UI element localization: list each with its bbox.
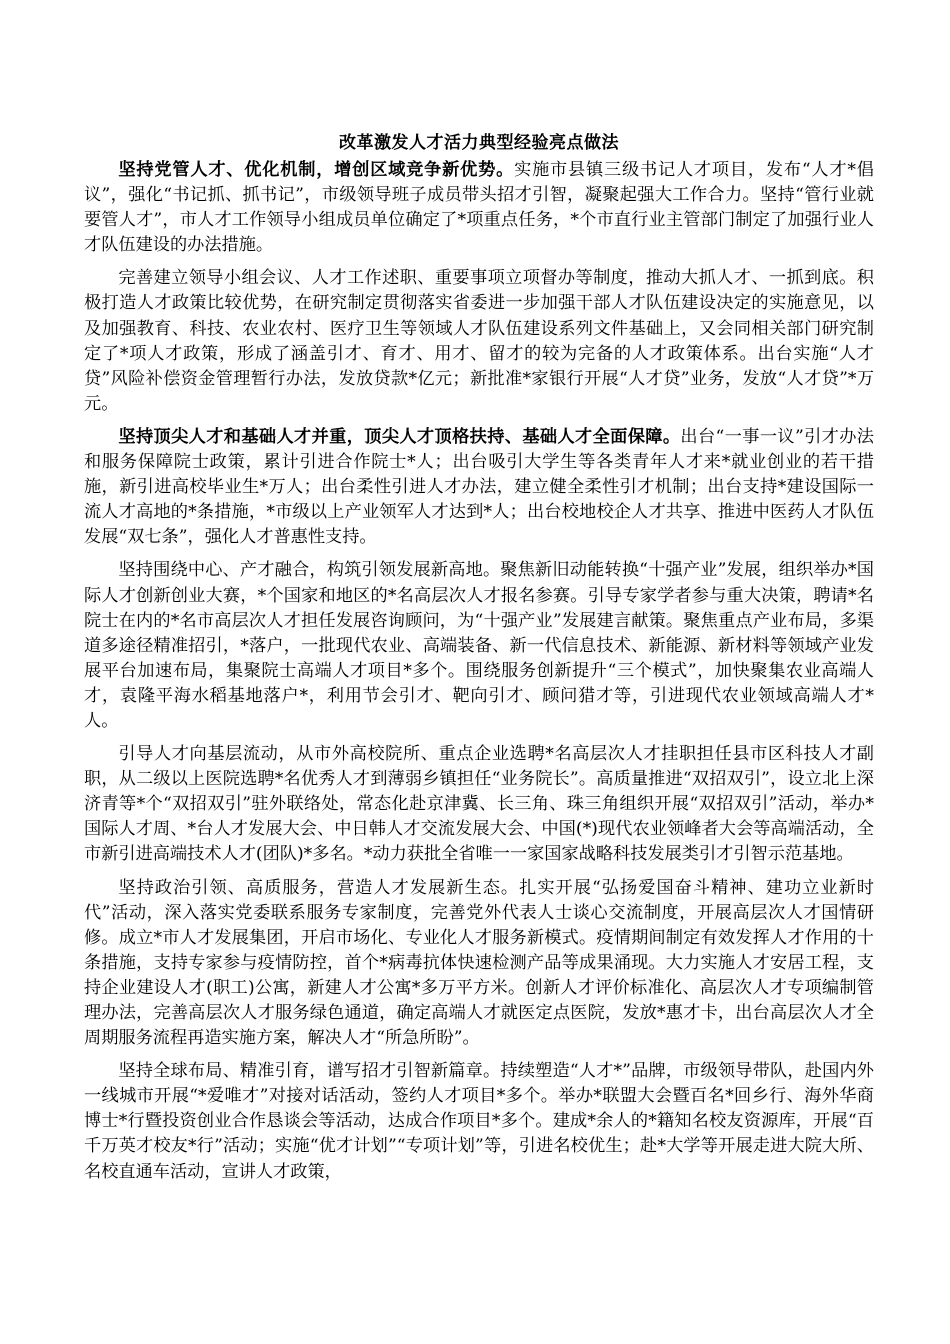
paragraph-1 — [84, 158, 874, 258]
paragraph-2 — [84, 266, 874, 417]
paragraph-lead: 坚持党管人才、优化机制，增创区域竞争新优势。 — [118, 160, 515, 180]
paragraph-text: 坚持政治引领、高质服务，营造人才发展新生态。扎实开展“弘扬爱国奋斗精神、建功立业新时代”活动，深入落实党委联系服务专家制度，完善党外代表人士谈心交流制度，开展高层次人才国情研修。成立*市人才发展集团，开启市场化、专业化人才服务新模式。疫情期间制定有效发挥人才作用的十条措施，支持专家参与疫情防控，首个*病毒抗体快速检测产品等成果涌现。大力实施人才安居工程，支持企业建设人才(职工)公寓，新建人才公寓*多万平方米。创新人才评价标准化、高层次人才专项编制管理办法，完善高层次人才服务绿色通道，确定高端人才就医定点医院，发放*惠才卡，出台高层次人才全周期服务流程再造实施方案，解决人才“所急所盼”。 — [84, 877, 874, 1049]
paragraph-4 — [84, 558, 874, 734]
paragraph-3 — [84, 425, 874, 550]
paragraph-text: 完善建立领导小组会议、人才工作述职、重要事项立项督办等制度，推动大抓人才、一抓到底。积极打造人才政策比较优势，在研究制定贯彻落实省委进一步加强干部人才队伍建设决定的实施意见，以及加强教育、科技、农业农村、医疗卫生等领域人才队伍建设系列文件基础上，又会同相关部门研究制定了*项人才政策，形成了涵盖引才、育才、用才、留才的较为完备的人才政策体系。出台实施“人才贷”风险补偿资金管理暂行办法，发放贷款*亿元；新批准*家银行开展“人才贷”业务，发放“人才贷”*万元。 — [84, 268, 875, 414]
paragraph-lead: 坚持顶尖人才和基础人才并重，顶尖人才顶格扶持、基础人才全面保障。 — [118, 426, 681, 447]
paragraph-5 — [84, 742, 874, 867]
paragraph-text: 实施市县镇三级书记人才项目，发布“人才*倡议”，强化“书记抓、抓书记”，市级领导班子成员带头招才引智，凝聚起强大工作合力。坚持“管行业就要管人才”，市人才工作领导小组成员单位确定了*项重点任务，*个市直行业主管部门制定了加强行业人才队伍建设的办法措施。 — [84, 160, 874, 256]
paragraph-text: 出台“一事一议”引才办法和服务保障院士政策，累计引进合作院士*人；出台吸引大学生等各类青年人才来*就业创业的若干措施，新引进高校毕业生*万人；出台柔性引进人才办法，建立健全柔性引才机制；出台支持*建设国际一流人才高地的*条措施，*市级以上产业领军人才达到*人；出台校地校企人才共享、推进中医药人才队伍发展“双七条”，强化人才普惠性支持。 — [84, 426, 874, 548]
paragraph-text: 引导人才向基层流动，从市外高校院所、重点企业选聘*名高层次人才挂职担任县市区科技人才副职，从二级以上医院选聘*名优秀人才到薄弱乡镇担任“业务院长”。高质量推进“双招双引”，设立北上深济青等*个“双招双引”驻外联络处，常态化赴京津冀、长三角、珠三角组织开展“双招双引”活动，举办*国际人才周、*台人才发展大会、中日韩人才交流发展大会、中国(*)现代农业领峰者大会等高端活动，全市新引进高端技术人才(团队)*多名。*动力获批全省唯一一家国家战略科技发展类引才引智示范基地。 — [84, 744, 874, 865]
document-page — [84, 130, 874, 1193]
document-title: 改革激发人才活力典型经验亮点做法 — [339, 133, 619, 153]
paragraph-7 — [84, 1059, 874, 1184]
paragraph-6 — [84, 876, 874, 1052]
paragraph-text: 坚持全球布局、精准引育，谱写招才引智新篇章。持续塑造“人才*”品牌，市级领导带队，赴国内外一线城市开展“*爱唯才”对接对话活动，签约人才项目*多个。举办*联盟大会暨百名*回乡行、海外华商博士*行暨投资创业合作恳谈会等活动，达成合作项目*多个。建成*余人的*籍知名校友资源库，开展“百千万英才校友*行”活动；实施“优才计划”“专项计划”等，引进名校优生；赴*大学等开展走进大院大所、名校直通车活动，宣讲人才政策， — [84, 1061, 874, 1182]
paragraph-text: 坚持围绕中心、产才融合，构筑引领发展新高地。聚焦新旧动能转换“十强产业”发展，组织举办*国际人才创新创业大赛，*个国家和地区的*名高层次人才报名参赛。引导专家学者参与重大决策，聘请*名院士在内的*名市高层次人才担任发展咨询顾问，为“十强产业”发展建言献策。聚焦重点产业布局，多渠道多途径精准招引，*落户，一批现代农业、高端装备、新一代信息技术、新能源、新材料等领域产业发展平台加速布局，集聚院士高端人才项目*多个。围绕服务创新提升“三个模式”，加快聚集农业高端人才，袁隆平海水稻基地落户*，利用节会引才、靶向引才、顾问猎才等，引进现代农业领域高端人才*人。 — [84, 560, 874, 731]
